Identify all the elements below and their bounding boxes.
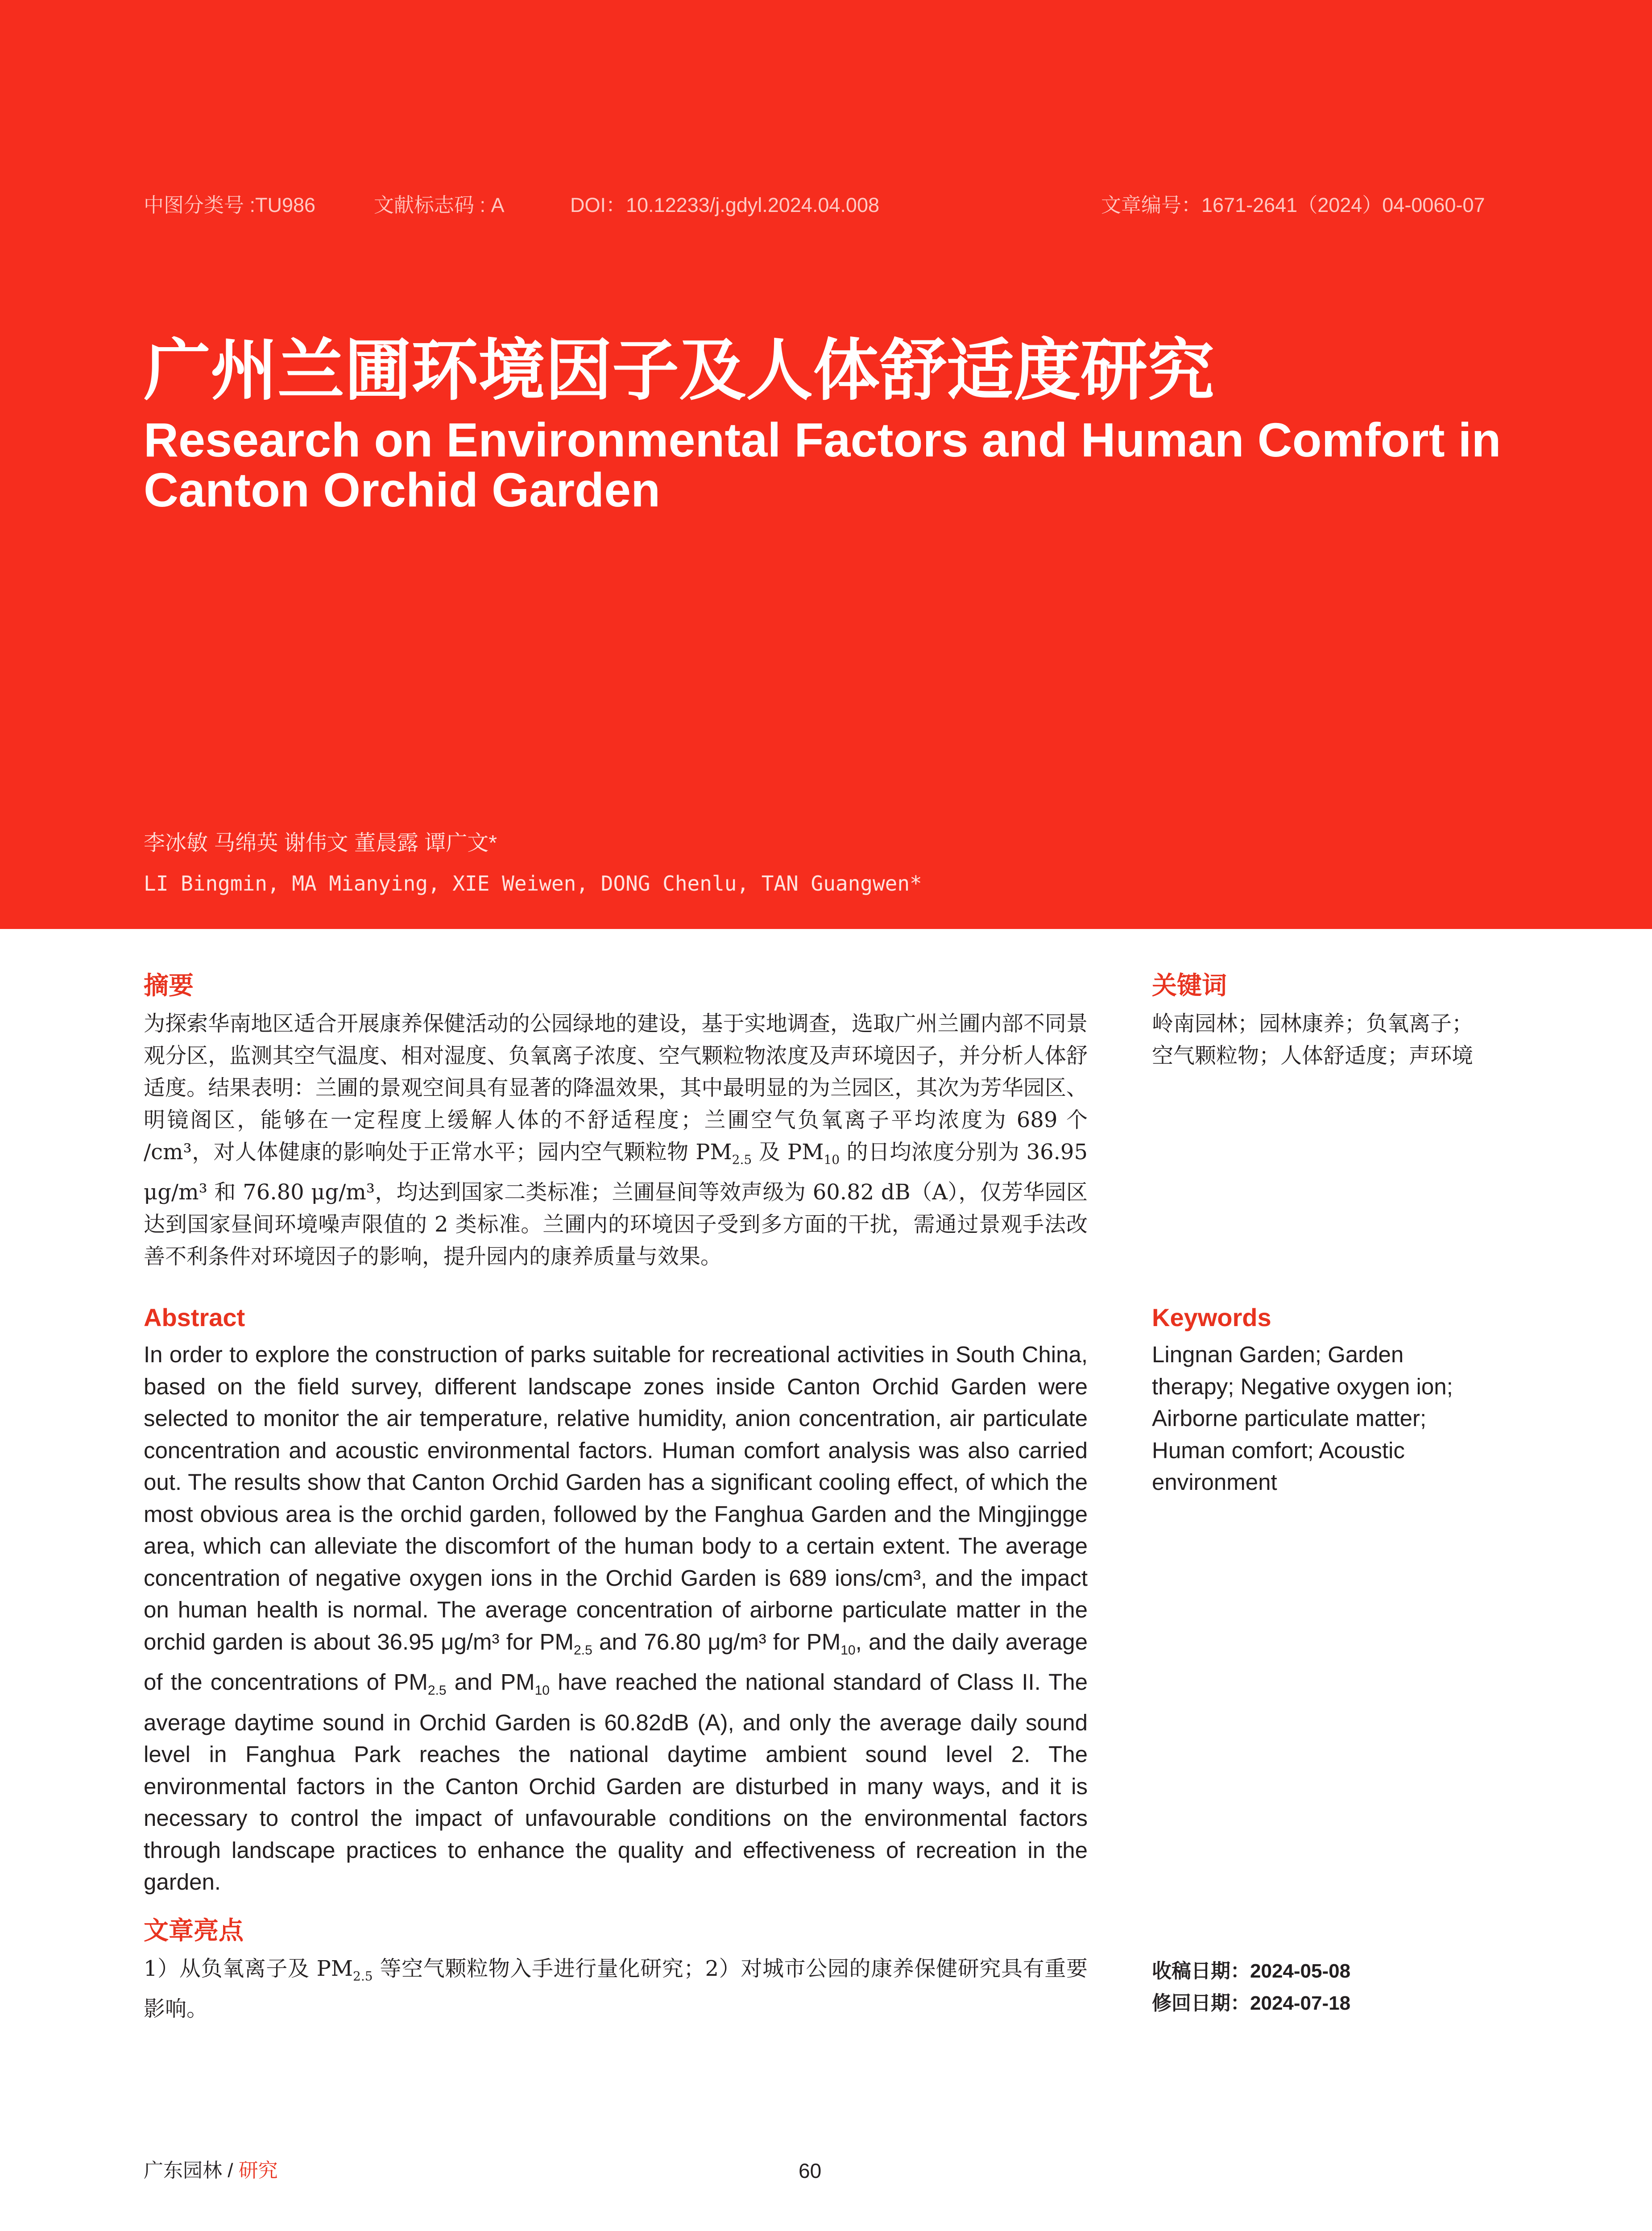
keywords-en-heading: Keywords [1152, 1303, 1271, 1331]
title-chinese: 广州兰圃环境因子及人体舒适度研究 [144, 333, 1215, 408]
highlights-heading: 文章亮点 [144, 1916, 244, 1945]
article-number: 文章编号：1671-2641（2024）04-0060-07 [1101, 194, 1485, 216]
revised-date: 修回日期：2024-07-18 [1152, 1992, 1351, 2014]
authors-chinese: 李冰敏 马绵英 谢伟文 董晨露 谭广文* [144, 831, 497, 855]
title-english: Research on Environmental Factors and Human Comfort in Canton Orchid Garden [144, 413, 1501, 517]
abstract-zh-body: 为探索华南地区适合开展康养保健活动的公园绿地的建设，基于实地调查，选取广州兰圃内部不同景观分区，监测其空气温度、相对湿度、负氧离子浓度、空气颗粒物浓度及声环境因子，并分析人体舒适度。结果表明：兰圃的景观空间具有显著的降温效果，其中最明显的为兰园区，其次为芳华园区、明镜阁区，能够在一定程度上缓解人体的不舒适程度；兰圃空气负氧离子平均浓度为 689 个 /cm³，对人体健康的影响处于正常水平；园内空气颗粒物 $PM_{2.5}$ 及 $PM_{10}$ 的日均浓度分别为 36.95 μg/m³ 和 76.80 μg/m³，均达到国家二类标准；兰圃昼间等效声级为 60.82 dB（A），仅芳华园区达到国家昼间环境噪声限值的 2 类标准。兰圃内的环境因子受到多方面的干扰，需通过景观手法改善不利条件对环境因子的影响，提升园内的康养质量与效果。 [144, 1011, 1088, 1269]
authors-english: LI Bingmin, MA Mianying, XIE Weiwen, DONG Chenlu, TAN Guangwen* [144, 871, 922, 896]
footer-section: 研究 [238, 2160, 278, 2181]
keywords-zh-heading: 关键词 [1152, 971, 1227, 999]
article-dates [1152, 1955, 1350, 2020]
clc-number: 中图分类号 :TU986 [144, 194, 316, 216]
abstract-en-heading: Abstract [144, 1303, 245, 1331]
doi[interactable]: DOI：10.12233/j.gdyl.2024.04.008 [570, 194, 879, 216]
received-date: 收稿日期：2024-05-08 [1152, 1960, 1351, 1982]
page-number: 60 [799, 2159, 822, 2182]
abstract-zh-heading: 摘要 [144, 971, 194, 999]
highlights-body: 1）从负氧离子及 $PM_{2.5}$ 等空气颗粒物入手进行量化研究；2）对城市公园的康养保健研究具有重要影响。 [144, 1956, 1088, 2021]
keywords-en-text: Lingnan Garden; Garden therapy; Negative oxygen ion; Airborne particulate matter; Human comfort; Acoustic environment [1152, 1342, 1453, 1495]
document-code: 文献标志码 : A [374, 194, 505, 216]
abstract-en-body: In order to explore the construction of parks suitable for recreational activities in South China, based on the field survey, different landscape zones inside Canton Orchid Garden were selected to monitor the air temperature, relative humidity, anion concentration, air particulate concentration and acoustic environmental factors. Human comfort analysis was also carried out. The results show that Canton Orchid Garden has a significant cooling effect, of which the most obvious area is the orchid garden, followed by the Fanghua Garden and the Mingjingge area, which can alleviate the discomfort of the human body to a certain extent. The average concentration of negative oxygen ions in the Orchid Garden is 689 ions/cm³, and the impact on human health is normal. The average concentration of airborne particulate matter in the orchid garden is about 36.95 μg/m³ for $PM_{2.5}$ and 76.80 μg/m³ for $PM_{10}$, and the daily average of the concentrations of $PM_{2.5}$ and $PM_{10}$ have reached the national standard of Class II. The average daytime sound in Orchid Garden is 60.82dB (A), and only the average daily sound level in Fanghua Park reaches the national daytime ambient sound level 2. The environmental factors in the Canton Orchid Garden are disturbed in many ways, and it is necessary to control the impact of unfavourable conditions on the environmental factors through landscape practices to enhance the quality and effectiveness of recreation in the garden. [144, 1342, 1088, 1895]
footer-journal: 广东园林 / 研究 [144, 2160, 278, 2181]
keywords-zh-text: 岭南园林；园林康养；负氧离子；空气颗粒物；人体舒适度；声环境 [1152, 1011, 1474, 1068]
